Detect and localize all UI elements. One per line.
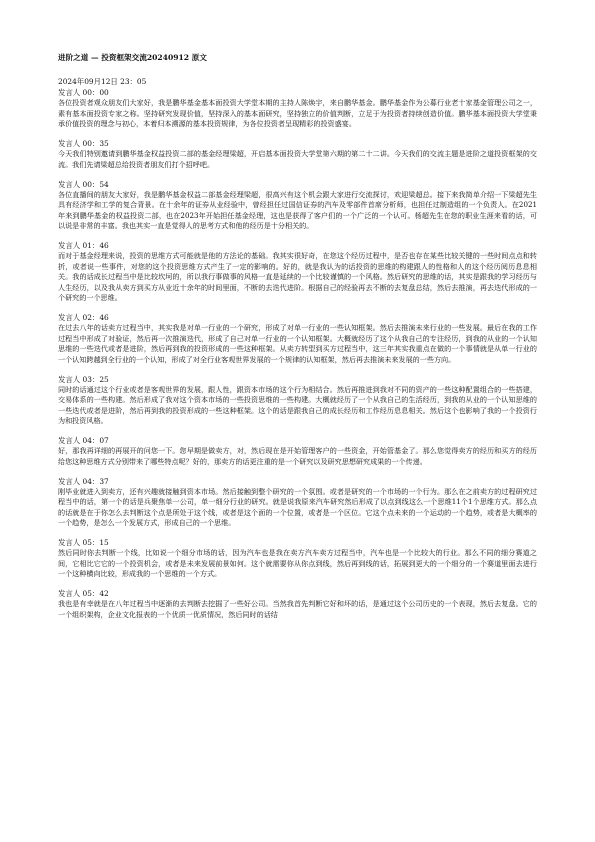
- transcript-entry: [58, 589, 537, 620]
- speaker-timestamp: 发言人 01：46: [58, 241, 109, 250]
- transcript-paragraph: 刚毕业就进入到卖方，还有兴趣就接触到资本市场。然后接触到整个研究的一个氛围。或者是研究的一个市场的一个行为。那么在之前卖方的过程研究过程当中的话，第一个的话是兵聚焦单一公司，单一细分行业的研究。就是说我原来汽车研究然后形成了以点到线这么一个思维11个1个思维方式。那么点的话就是在于你怎么去判断这个点是所处于这个线，或者是这个面的一个位置，或者是一个区位。它这个点未来的一个运动的一个趋势，或者是大概率的一个趋势，是怎么一个发展方式，形成自己的一个思维。: [58, 486, 537, 527]
- speaker-timestamp: 发言人 00：54: [58, 179, 109, 189]
- transcript-entry: [58, 436, 537, 467]
- document-title: 进阶之道 — 投资框架交流20240912 原文: [58, 53, 207, 62]
- transcript-paragraph: 各位投资者观众朋友们大家好，我是鹏华基金基本面投资大学堂本期的主持人陈焕宇，来自鹏华基金。鹏华基金作为公募行业老十家基金管理公司之一，素有基本面投资专家之称。坚持研究发现价值，坚持深入的基本面研究，坚持独立的价值判断，立足于为投资者持续创造价值。鹏华基本面投资大学堂秉承价值投资的理念与初心，本着归本溯源的基本投资规律，为各位投资者呈现精彩的投资盛宴。: [58, 98, 537, 128]
- transcript-entry: [58, 375, 537, 427]
- transcript-paragraph: 然后同时你去判断一个线，比如说一个细分市场的话，因为汽车也是我在卖方汽车卖方过程当中，汽车也是一个比较大的行业。那么不同的细分赛道之间，它相比它它的一个投资机会，或者是未来发展前景如何。这个就需要你从你点到线，然后再到线的话，拓展到更大的一个细分的一个赛道里面去进行一个这种横向比较，形成我的一个思维的一个方式。: [58, 548, 537, 578]
- document-date: 2024年09月12日 23：05: [58, 77, 147, 86]
- transcript-paragraph: 各位直播间的朋友大家好，我是鹏华基金权益二部基金经理梁超，很高兴有这个机会跟大家进行交流探讨，欢迎梁超总。接下来我简单介绍一下梁超先生具有经济学和工学的复合背景。在十余年的证券从业经验中，曾经担任过国信证券的汽车及零部件首席分析师，也担任过制造组的一个负责人。在2021年来到鹏华基金的权益投资二部，也在2023年开始担任基金经理，这也是获得了客户们的一个广泛的一个认可。杨超先生在您的职业生涯来看的话，可以说是非常的丰富。我也其实一直是觉得人的思考方式和他的经历是十分相关的。: [58, 189, 537, 230]
- transcript-paragraph: 在过去八年的话卖方过程当中，其实我是对单一行业的一个研究，形成了对单一行业的一些认知框架。然后去推演未来行业的一些发展。最后在我的工作过程当中形成了对验证，然后再一次推演迭代，形成了自己对单一行业的一个认知框架。大概就经历了这个从我自己的专注经历，到我的从业的一个认知思维的一些迭代或者是进阶，然后再到我的投资形成的一些这种框架。从卖方转型到买方过程当中，这三年其实我重点在做的一个事情就是从单一行业的一个认知跨越到全行业的一个认知，形成了对全行业客观世界发展的一个规律的认知框架，然后再去推演未来发展的一些方向。: [58, 323, 537, 364]
- speaker-timestamp: 发言人 05：42: [58, 589, 109, 598]
- transcript-paragraph: 而对于基金经理来说，投资的思维方式可能就是他的方法论的基础。我其实很好奇，在您这个经历过程中，是否也存在某些比较关键的一些时间点点和转折，或者说一些事件，对您的这个投资思维方式产生了一定的影响的。好的，就是我认为的话投资的思维的构建跟人的性格和人的这个经历阅历息息相关。我的话成长过程当中是比较坎坷的，所以我行事做事的风格一直是延续的一个比较谨慎的一个风格。然后研究的思维的话，其实是跟我的学习经历与人生经历，以及我从卖方到买方从业近十余年的时间里面，不断的去迭代进阶。根据自己的经验再去不断的去复盘总结，然后去推演，再去迭代形成的一个研究的一个思维。: [58, 251, 537, 302]
- transcript-paragraph: 同时的话通过这个行业或者是客观世界的发展，跟人性，跟资本市场的这个行为相结合。然后再推进到我对不同的资产的一些这种配置组合的一些搭建，交易体系的一些构建。然后形成了我对这个资本市场的一些投资思维的一些构建。大概就经历了一个从我自己的生活经历，到我的从业的一个认知思维的一些迭代或者是进阶，然后再到我的投资形成的一些这种框架。这个的话是跟我自己的成长经历和工作经历息息相关。然后这个也影响了我的一个投资行为和投资风格。: [58, 384, 537, 425]
- transcript-entry: [58, 241, 537, 304]
- transcript-entry: [58, 538, 537, 580]
- speaker-timestamp: 发言人 00：35: [58, 139, 109, 148]
- transcript-entry: [58, 477, 537, 529]
- speaker-timestamp: 发言人 03：25: [58, 374, 109, 384]
- transcript-entry: [58, 180, 537, 232]
- transcript-entry: [58, 88, 537, 130]
- speaker-timestamp: 发言人 04：37: [58, 476, 109, 486]
- transcript-entry: [58, 139, 537, 170]
- speaker-timestamp: 发言人 05：15: [58, 538, 109, 547]
- transcript-entry: [58, 313, 537, 365]
- speaker-timestamp: 发言人 02：46: [58, 313, 109, 322]
- speaker-timestamp: 发言人 00：00: [58, 88, 109, 97]
- transcript-paragraph: 今天我们特别邀请到鹏华基金权益投资二部的基金经理梁超，开启基本面投资大学堂第六期的第二十二讲。今天我们的交流主题是进阶之道投资框架的交流。我们先请梁超总给投资者朋友们打个招呼吧。: [58, 149, 537, 169]
- transcript-paragraph: 好，那我再详细的再展开的问您一下。您早期是做卖方，对，然后现在是开始管理客户的一些资金，开始管基金了。那么您觉得卖方的经历和买方的经历给您这种思维方式分别带来了哪些特点呢？好的，那卖方的话更注重的是一个研究以及研究思想研究成果的一个传递。: [58, 446, 537, 466]
- speaker-timestamp: 发言人 04：07: [58, 436, 109, 445]
- transcript-paragraph: 我也是有幸就是在八年过程当中逐渐的去判断去挖掘了一些好公司。当然我首先判断它好和坏的话，是通过这个公司历史的一个表现，然后去复盘。它的一个组织架构，企业文化报表的一个优质一优质情况，然后同时的话结: [58, 599, 537, 619]
